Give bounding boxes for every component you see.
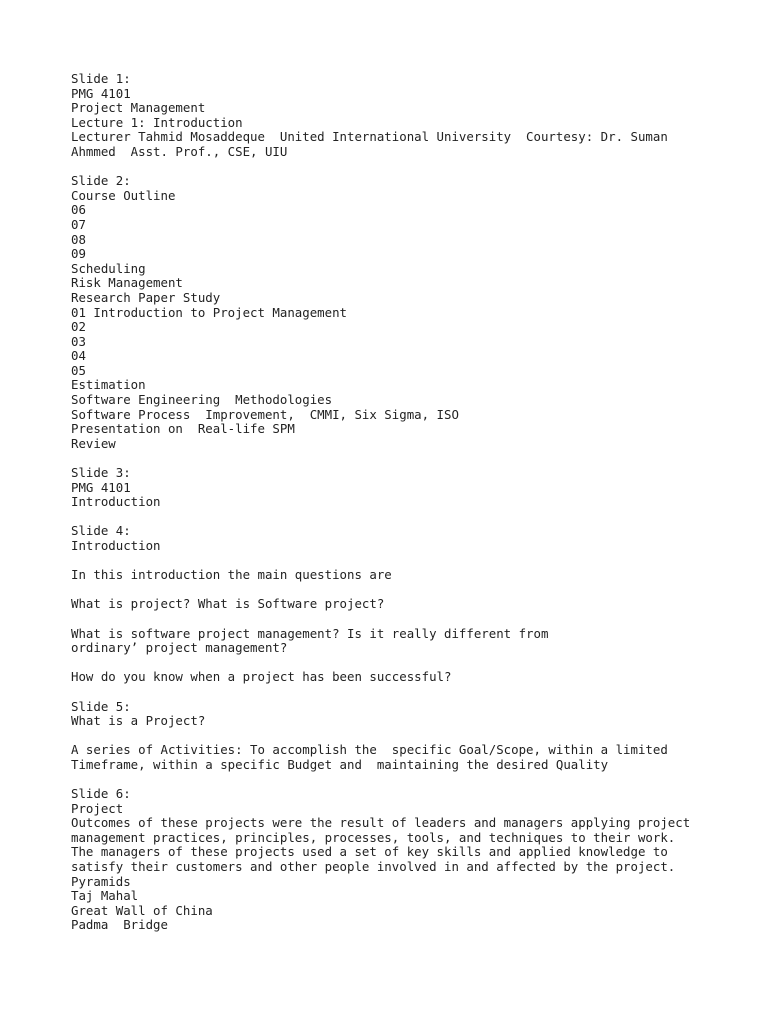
text-line: Course Outline <box>71 187 176 203</box>
text-line <box>71 583 731 598</box>
text-line <box>71 554 731 569</box>
text-line <box>71 160 731 175</box>
text-line: Great Wall of China <box>71 902 213 918</box>
text-line <box>71 729 731 744</box>
text-line: Slide 3: <box>71 465 131 481</box>
text-line: What is software project management? Is it really different from <box>71 625 549 641</box>
text-line: A series of Activities: To accomplish the specific Goal/Scope, within a limited <box>71 742 668 758</box>
text-line: 02 <box>71 319 86 335</box>
text-line <box>71 656 731 671</box>
text-line: Slide 2: <box>71 173 131 189</box>
text-line: 06 <box>71 202 86 218</box>
text-line: In this introduction the main questions are <box>71 567 392 583</box>
text-line: 05 <box>71 362 86 378</box>
text-line: Slide 5: <box>71 698 131 714</box>
text-line: Outcomes of these projects were the result of leaders and managers applying project <box>71 815 691 831</box>
text-line: Scheduling <box>71 260 146 276</box>
text-line: Project Management <box>71 100 206 116</box>
text-line: Software Engineering Methodologies <box>71 392 333 408</box>
text-line: 03 <box>71 333 86 349</box>
text-line: Timeframe, within a specific Budget and maintaining the desired Quality <box>71 756 609 772</box>
text-line: Slide 6: <box>71 786 131 802</box>
text-line: 09 <box>71 246 86 262</box>
text-line: Ahmmed Asst. Prof., CSE, UIU <box>71 143 288 159</box>
text-line: Introduction <box>71 538 161 553</box>
text-line: 01 Introduction to Project Management <box>71 304 348 320</box>
text-line: Slide 1: <box>71 71 131 86</box>
document-text <box>71 72 731 933</box>
text-line: Lecturer Tahmid Mosaddeque United International University Courtesy: Dr. Suman <box>71 129 668 145</box>
text-line: Pyramids <box>71 873 131 889</box>
text-line: satisfy their customers and other people involved in and affected by the project. <box>71 859 676 875</box>
text-line: Estimation <box>71 377 146 393</box>
text-line: What is a Project? <box>71 713 206 729</box>
text-line: How do you know when a project has been successful? <box>71 669 452 685</box>
text-line: 08 <box>71 231 86 247</box>
text-line: Slide 4: <box>71 523 131 539</box>
text-line <box>71 685 731 700</box>
text-line: Introduction <box>71 494 161 510</box>
text-line: Software Process Improvement, CMMI, Six Sigma, ISO <box>71 406 459 422</box>
text-line: PMG 4101 <box>71 85 131 101</box>
text-line: What is project? What is Software project? <box>71 596 385 612</box>
text-line: Padma Bridge <box>71 917 168 933</box>
text-line: 07 <box>71 216 86 232</box>
text-line: Presentation on Real-life SPM <box>71 421 295 437</box>
text-line: Research Paper Study <box>71 289 221 305</box>
text-line <box>71 773 731 788</box>
text-line: Taj Mahal <box>71 888 139 904</box>
text-line: Project <box>71 800 124 816</box>
text-line: PMG 4101 <box>71 479 131 495</box>
text-line: The managers of these projects used a set of key skills and applied knowledge to <box>71 844 668 860</box>
text-line: ordinary’ project management? <box>71 640 288 656</box>
text-line: Review <box>71 435 116 451</box>
text-line <box>71 612 731 627</box>
text-line <box>71 510 731 525</box>
text-line <box>71 451 731 466</box>
text-line: management practices, principles, processes, tools, and techniques to their work. <box>71 829 676 845</box>
text-line: Risk Management <box>71 275 183 291</box>
text-line: Lecture 1: Introduction <box>71 114 243 130</box>
text-line: 04 <box>71 348 86 364</box>
